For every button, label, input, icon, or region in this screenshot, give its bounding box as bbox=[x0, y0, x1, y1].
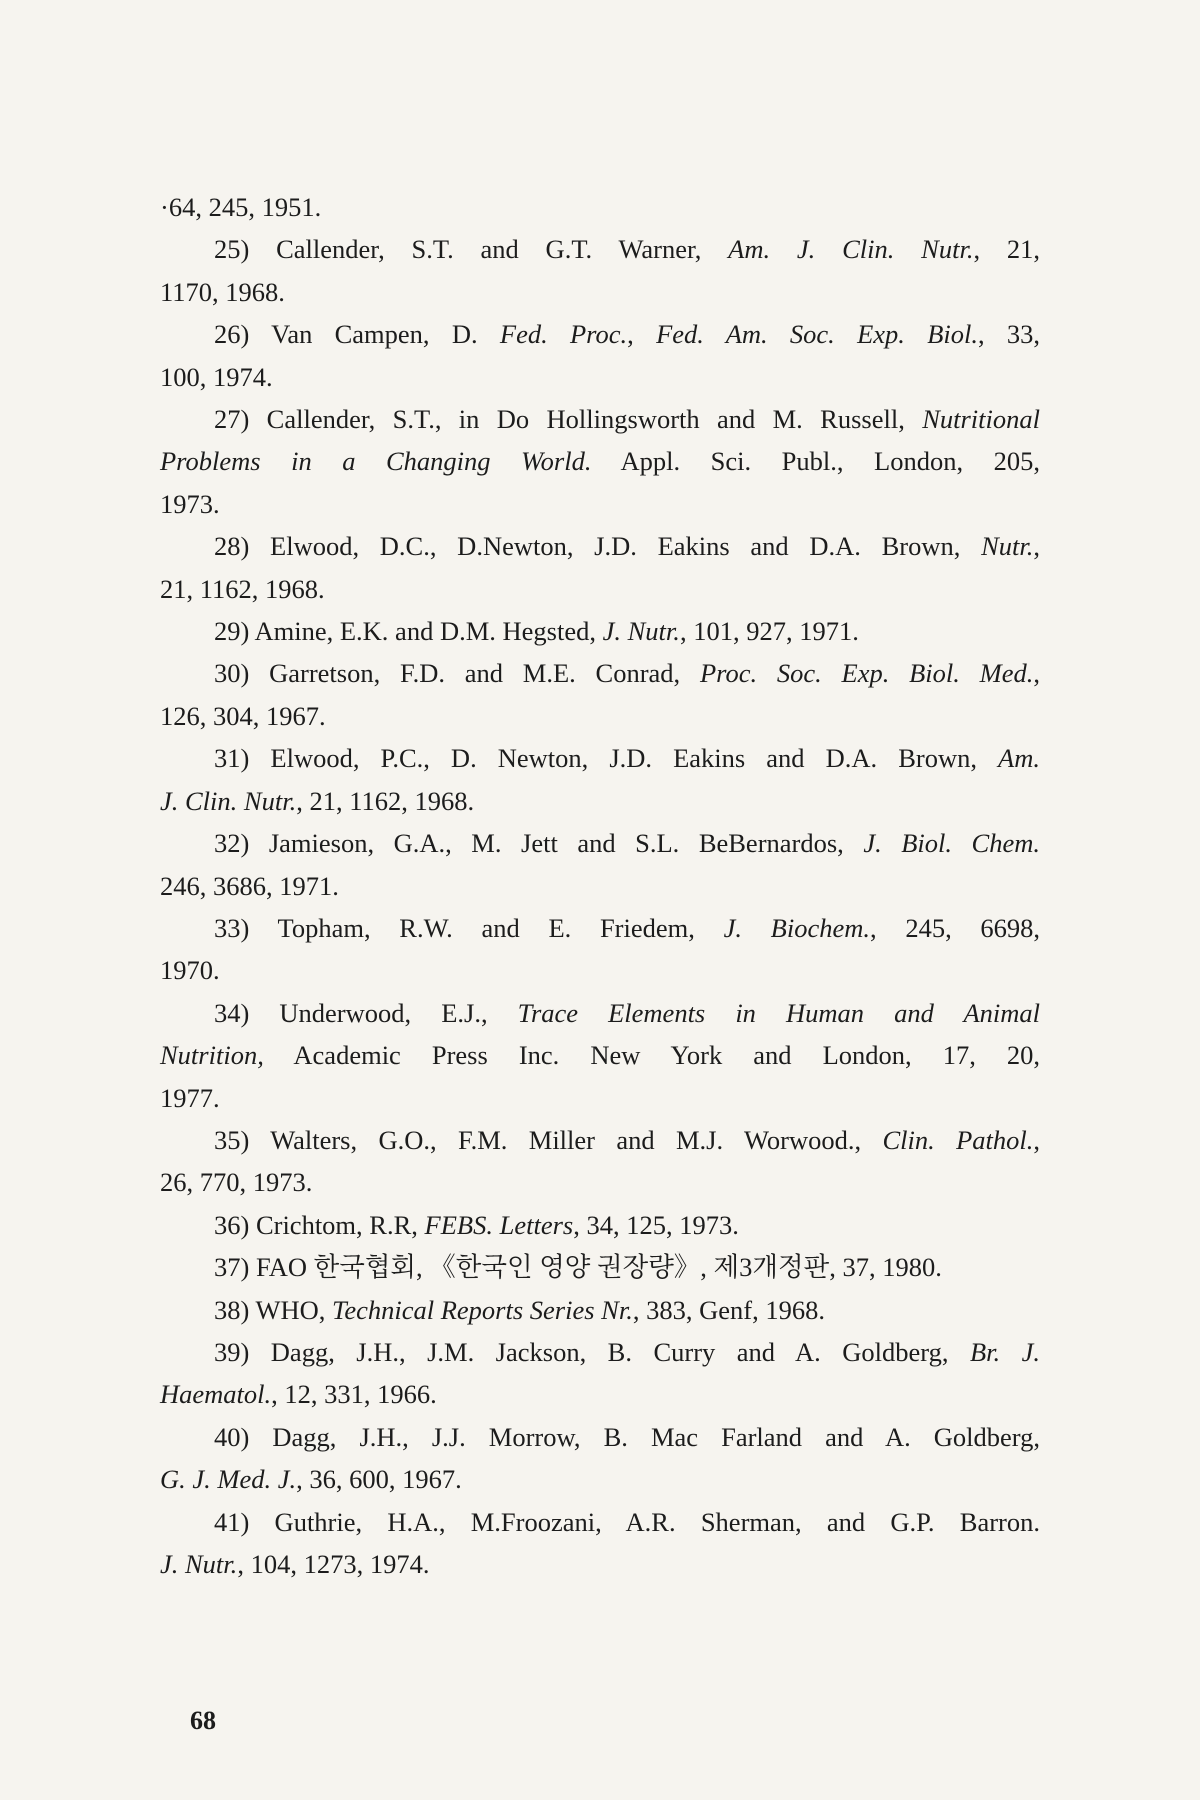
citation-text: , 34, 125, 1973. bbox=[573, 1209, 739, 1240]
citation-text: 38) WHO, bbox=[214, 1294, 333, 1325]
citation-text: ·64, 245, 1951. bbox=[160, 192, 322, 222]
citation-italic-text: Proc. Soc. Exp. Biol. Med. bbox=[699, 658, 1034, 689]
citation-text: , 104, 1273, 1974. bbox=[237, 1549, 430, 1579]
citation-text: 40) Dagg, J.H., J.J. Morrow, B. Mac Farland and A. Goldberg, bbox=[214, 1421, 1040, 1452]
text-line bbox=[160, 1373, 1040, 1415]
text-line bbox=[160, 1246, 1040, 1288]
text-line bbox=[160, 992, 1040, 1034]
citation-italic-text: FEBS. Letters bbox=[424, 1209, 574, 1240]
citation-italic-text: J. Biochem. bbox=[723, 912, 870, 943]
citation-text: 27) Callender, S.T., in Do Hollingsworth and M. Russell, bbox=[214, 404, 923, 435]
citation-text: 39) Dagg, J.H., J.M. Jackson, B. Curry and A. Goldberg, bbox=[214, 1336, 970, 1367]
citation-text: 100, 1974. bbox=[160, 361, 273, 392]
citation-text: 28) Elwood, D.C., D.Newton, J.D. Eakins and D.A. Brown, bbox=[214, 531, 982, 562]
text-line bbox=[160, 949, 1040, 991]
citation-italic-text: Br. J. bbox=[969, 1336, 1040, 1367]
text-line bbox=[160, 313, 1040, 355]
citation-text: 1977. bbox=[160, 1082, 220, 1113]
citation-text: 34) Underwood, E.J., bbox=[214, 997, 518, 1028]
citation-italic-text: J. Nutr. bbox=[602, 616, 680, 647]
text-line bbox=[160, 1204, 1040, 1246]
text-line bbox=[160, 780, 1040, 822]
text-line bbox=[160, 1119, 1040, 1161]
citation-text: 246, 3686, 1971. bbox=[160, 870, 339, 901]
citation-italic-text: Nutritional bbox=[922, 404, 1040, 435]
citation-text: , 245, 6698, bbox=[870, 912, 1040, 943]
citation-italic-text: Nutrition, bbox=[160, 1040, 264, 1071]
citation-italic-text: Fed. Proc. bbox=[499, 319, 628, 350]
text-line bbox=[160, 271, 1040, 313]
citation-italic-text: J. Clin. Nutr. bbox=[160, 785, 297, 816]
citation-text: , 101, 927, 1971. bbox=[679, 616, 859, 647]
text-line bbox=[160, 568, 1040, 610]
text-line bbox=[160, 228, 1040, 270]
citation-text: 35) Walters, G.O., F.M. Miller and M.J. Worwood., bbox=[214, 1124, 883, 1155]
citation-text: 25) Callender, S.T. and G.T. Warner, bbox=[214, 234, 729, 265]
citation-italic-text: J. Biol. Chem. bbox=[863, 828, 1041, 859]
citation-italic-text: G. J. Med. J. bbox=[160, 1464, 297, 1495]
citation-text: Academic Press Inc. New York and London, 17, 20, bbox=[263, 1040, 1040, 1071]
citation-text: , 12, 331, 1966. bbox=[271, 1379, 437, 1410]
text-line bbox=[160, 356, 1040, 398]
text-line bbox=[160, 1077, 1040, 1119]
citation-text: , bbox=[627, 319, 657, 350]
citation-text: 26, 770, 1973. bbox=[160, 1167, 313, 1198]
citation-text: 1170, 1968. bbox=[160, 276, 285, 307]
citation-italic-text: Technical Reports Series Nr. bbox=[332, 1294, 633, 1325]
text-line bbox=[160, 186, 1040, 228]
citation-text: 29) Amine, E.K. and D.M. Hegsted, bbox=[214, 616, 603, 647]
citation-italic-text: Clin. Pathol. bbox=[882, 1124, 1034, 1155]
page-number: 68 bbox=[190, 1706, 216, 1735]
citation-text: , bbox=[1033, 1124, 1040, 1155]
text-line bbox=[160, 737, 1040, 779]
citation-text: , 21, bbox=[973, 234, 1040, 265]
text-line bbox=[160, 865, 1040, 907]
text-line bbox=[160, 1289, 1040, 1331]
text-line bbox=[160, 610, 1040, 652]
citation-text: 26) Van Campen, D. bbox=[214, 319, 500, 350]
text-line bbox=[160, 1161, 1040, 1203]
citation-italic-text: Haematol. bbox=[160, 1379, 272, 1410]
citation-text: 1973. bbox=[160, 488, 220, 519]
citation-italic-text: Am. bbox=[998, 743, 1040, 774]
citation-italic-text: J. Nutr. bbox=[160, 1549, 238, 1579]
citation-text: , bbox=[1033, 658, 1040, 689]
citation-text: 21, 1162, 1968. bbox=[160, 573, 325, 604]
citation-text: , 383, Genf, 1968. bbox=[632, 1294, 825, 1325]
citation-text: 31) Elwood, P.C., D. Newton, J.D. Eakins and D.A. Brown, bbox=[214, 743, 999, 774]
citation-text: 1970. bbox=[160, 955, 220, 986]
text-line bbox=[160, 1034, 1040, 1076]
citation-italic-text: Fed. Am. Soc. Exp. Biol. bbox=[656, 319, 978, 350]
citation-text: 36) Crichtom, R.R, bbox=[214, 1209, 425, 1240]
text-line bbox=[160, 440, 1040, 482]
citation-italic-text: Nutr. bbox=[981, 531, 1034, 562]
citation-text: 37) FAO 한국협회, 《한국인 영양 권장량》, 제3개정판, 37, 1980. bbox=[214, 1252, 942, 1283]
citation-text: , bbox=[1033, 531, 1040, 562]
citation-text: 126, 304, 1967. bbox=[160, 700, 326, 731]
text-line bbox=[160, 525, 1040, 567]
text-line bbox=[160, 695, 1040, 737]
text-line bbox=[160, 652, 1040, 694]
text-line bbox=[160, 907, 1040, 949]
text-line bbox=[160, 483, 1040, 525]
text-line bbox=[160, 1331, 1040, 1373]
text-line bbox=[160, 1458, 1040, 1500]
text-line bbox=[160, 398, 1040, 440]
citation-text: Appl. Sci. Publ., London, 205, bbox=[591, 446, 1040, 477]
citation-italic-text: Problems in a Changing World. bbox=[160, 446, 592, 477]
text-line bbox=[160, 1416, 1040, 1458]
citation-text: 30) Garretson, F.D. and M.E. Conrad, bbox=[214, 658, 700, 689]
text-line bbox=[160, 1501, 1040, 1543]
citation-italic-text: Am. J. Clin. Nutr. bbox=[728, 234, 974, 265]
reference-list bbox=[160, 186, 1040, 1585]
citation-text: , 33, bbox=[977, 319, 1041, 350]
citation-text: 32) Jamieson, G.A., M. Jett and S.L. BeBernardos, bbox=[214, 828, 864, 859]
citation-text: , 21, 1162, 1968. bbox=[296, 785, 475, 816]
citation-italic-text: Trace Elements in Human and Animal bbox=[517, 997, 1041, 1028]
citation-text: , 36, 600, 1967. bbox=[296, 1464, 462, 1495]
text-line bbox=[160, 822, 1040, 864]
citation-text: 33) Topham, R.W. and E. Friedem, bbox=[214, 912, 724, 943]
citation-text: 41) Guthrie, H.A., M.Froozani, A.R. Sherman, and G.P. Barron. bbox=[214, 1506, 1040, 1537]
text-line bbox=[160, 1543, 1040, 1585]
